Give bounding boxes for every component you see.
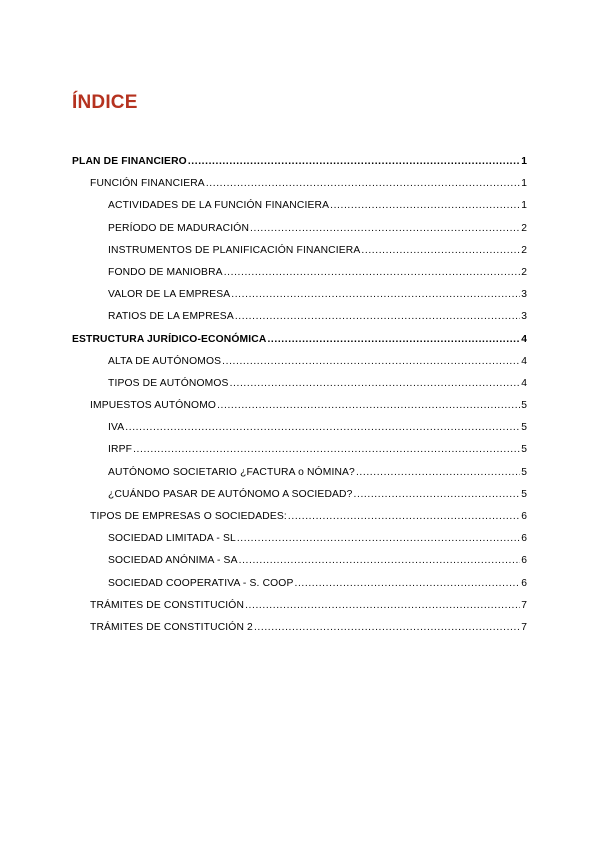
toc-entry-text: TIPOS DE EMPRESAS O SOCIEDADES: xyxy=(90,511,287,522)
toc-leader-dots xyxy=(250,218,520,240)
toc-entry[interactable] xyxy=(72,395,527,417)
toc-entry-page: 4 xyxy=(521,377,527,389)
toc-entry-text: ¿CUÁNDO PASAR DE AUTÓNOMO A SOCIEDAD? xyxy=(108,488,353,500)
toc-leader-dots xyxy=(231,284,520,306)
toc-entry-page: 1 xyxy=(521,156,527,167)
toc-entry-text: INSTRUMENTOS DE PLANIFICACIÓN FINANCIERA xyxy=(108,244,361,256)
toc-entry-text: SOCIEDAD COOPERATIVA - S. COOP xyxy=(108,577,294,589)
toc-entry[interactable] xyxy=(72,573,527,595)
toc-leader-dots xyxy=(361,240,520,262)
toc-entry-page: 7 xyxy=(521,621,527,633)
toc-leader-dots xyxy=(330,195,520,217)
toc-entry-page: 5 xyxy=(521,466,527,478)
toc-entry-text: PERÍODO DE MADURACIÓN xyxy=(108,222,250,234)
toc-leader-dots xyxy=(125,417,520,439)
toc-entry-text: FUNCIÓN FINANCIERA xyxy=(90,178,205,190)
toc-entry[interactable] xyxy=(72,550,527,572)
toc-entry-page: 2 xyxy=(521,222,527,234)
toc-entry[interactable] xyxy=(72,173,527,195)
toc-entry-page: 1 xyxy=(521,200,527,212)
toc-entry-page: 6 xyxy=(521,511,527,522)
toc-entry[interactable] xyxy=(72,351,527,373)
toc-leader-dots xyxy=(206,173,520,195)
toc-entry-page: 1 xyxy=(521,178,527,190)
toc-leader-dots xyxy=(356,462,520,484)
toc-entry-text: VALOR DE LA EMPRESA xyxy=(108,289,231,301)
toc-entry-page: 7 xyxy=(521,599,527,611)
toc-entry-page: 6 xyxy=(521,577,527,589)
toc-entry-text: SOCIEDAD ANÓNIMA - SA xyxy=(108,555,238,567)
toc-entry-text: TIPOS DE AUTÓNOMOS xyxy=(108,377,229,389)
toc-entry[interactable] xyxy=(72,373,527,395)
toc-leader-dots xyxy=(295,573,521,595)
toc-entry[interactable] xyxy=(72,595,527,617)
toc-entry-text: ALTA DE AUTÓNOMOS xyxy=(108,355,222,367)
toc-entry-text: FONDO DE MANIOBRA xyxy=(108,266,223,278)
toc-entry[interactable] xyxy=(72,151,527,173)
toc-entry[interactable] xyxy=(72,329,527,351)
toc-entry-text: RATIOS DE LA EMPRESA xyxy=(108,311,234,323)
toc-entry-page: 5 xyxy=(521,444,527,456)
toc-entry[interactable] xyxy=(72,306,527,328)
toc-leader-dots xyxy=(354,484,521,506)
toc-entry[interactable] xyxy=(72,195,527,217)
toc-leader-dots xyxy=(235,306,520,328)
toc-entry-page: 5 xyxy=(521,488,527,500)
toc-entry-text: AUTÓNOMO SOCIETARIO ¿FACTURA o NÓMINA? xyxy=(108,466,355,478)
toc-entry-text: TRÁMITES DE CONSTITUCIÓN xyxy=(90,599,245,611)
toc-entry[interactable] xyxy=(72,218,527,240)
toc-leader-dots xyxy=(224,262,521,284)
toc-entry[interactable] xyxy=(72,439,527,461)
toc-leader-dots xyxy=(222,351,520,373)
toc-entry[interactable] xyxy=(72,506,527,528)
toc-entry[interactable] xyxy=(72,417,527,439)
toc-leader-dots xyxy=(254,617,520,639)
toc-entry-page: 3 xyxy=(521,311,527,323)
toc-entry[interactable] xyxy=(72,240,527,262)
toc-leader-dots xyxy=(288,506,520,528)
toc-entry-text: IMPUESTOS AUTÓNOMO xyxy=(90,400,217,412)
toc-entry-page: 2 xyxy=(521,244,527,256)
toc-entry-page: 4 xyxy=(521,355,527,367)
table-of-contents xyxy=(72,151,527,639)
toc-entry[interactable] xyxy=(72,462,527,484)
toc-entry[interactable] xyxy=(72,617,527,639)
toc-entry-text: TRÁMITES DE CONSTITUCIÓN 2 xyxy=(90,621,253,633)
toc-entry[interactable] xyxy=(72,484,527,506)
toc-entry-page: 5 xyxy=(521,422,527,434)
toc-leader-dots xyxy=(245,595,520,617)
toc-entry-text: IVA xyxy=(108,422,125,434)
toc-entry[interactable] xyxy=(72,284,527,306)
toc-entry-text: PLAN DE FINANCIERO xyxy=(72,156,187,167)
toc-leader-dots xyxy=(267,329,520,351)
toc-entry-text: SOCIEDAD LIMITADA - SL xyxy=(108,533,236,545)
toc-leader-dots xyxy=(239,550,521,572)
toc-leader-dots xyxy=(133,439,520,461)
toc-entry-page: 6 xyxy=(521,533,527,545)
toc-entry-page: 6 xyxy=(521,555,527,567)
toc-entry-text: IRPF xyxy=(108,444,133,456)
toc-entry-text: ESTRUCTURA JURÍDICO-ECONÓMICA xyxy=(72,333,267,345)
toc-entry[interactable] xyxy=(72,262,527,284)
toc-entry-page: 4 xyxy=(521,333,527,345)
page-title: ÍNDICE xyxy=(72,92,138,113)
toc-entry[interactable] xyxy=(72,528,527,550)
toc-leader-dots xyxy=(217,395,520,417)
toc-entry-page: 3 xyxy=(521,289,527,301)
toc-entry-page: 5 xyxy=(521,400,527,412)
toc-leader-dots xyxy=(188,151,520,173)
toc-entry-text: ACTIVIDADES DE LA FUNCIÓN FINANCIERA xyxy=(108,200,330,212)
toc-leader-dots xyxy=(237,528,520,550)
toc-entry-page: 2 xyxy=(521,266,527,278)
toc-leader-dots xyxy=(230,373,521,395)
